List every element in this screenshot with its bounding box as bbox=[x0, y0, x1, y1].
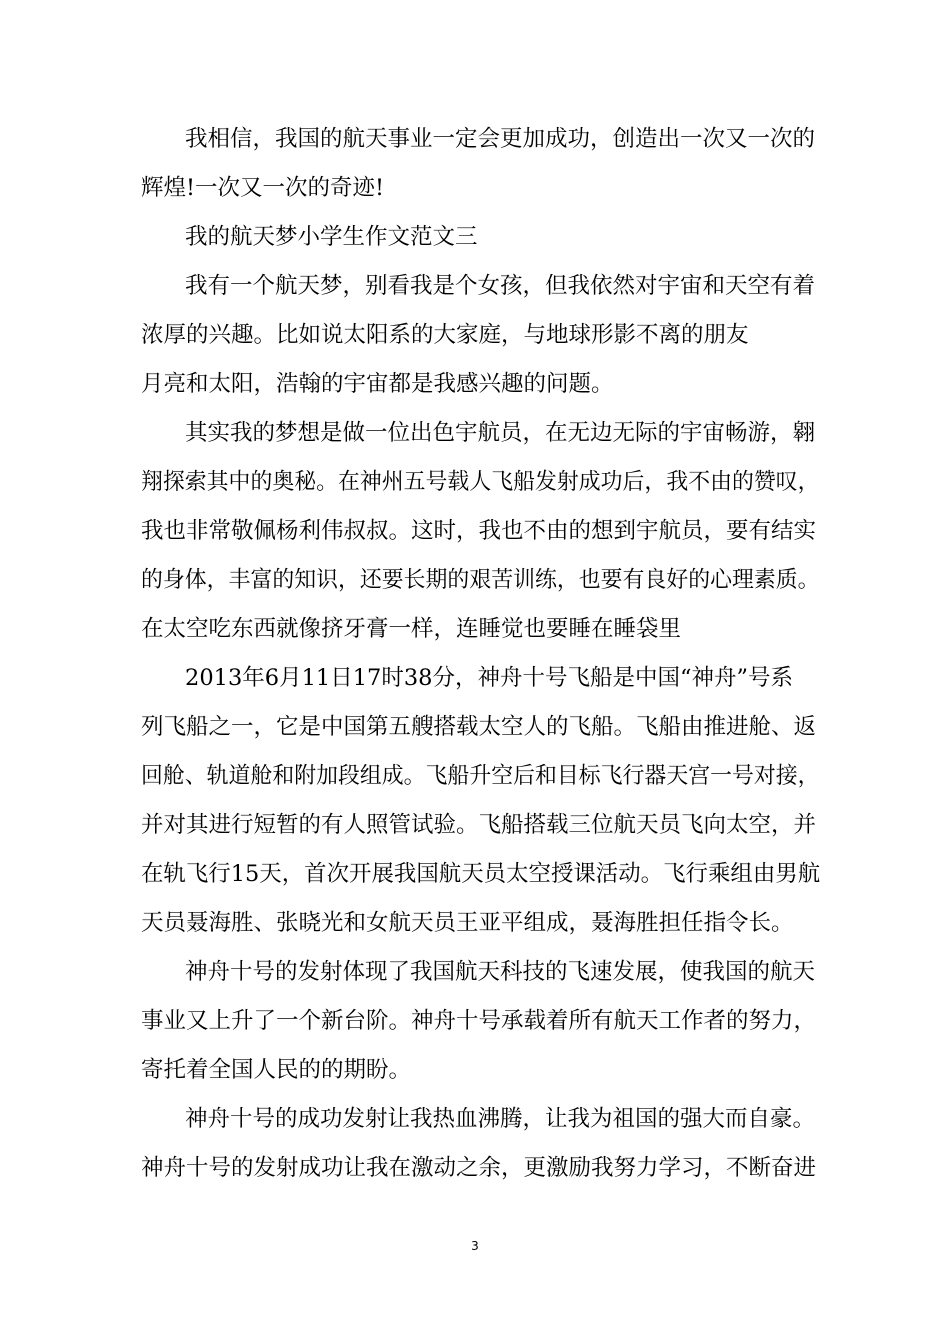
body-line: 并对其进行短暂的有人照管试验。飞船搭载三位航天员飞向太空，并 bbox=[141, 812, 817, 838]
body-line: 我也非常敬佩杨利伟叔叔。这时，我也不由的想到宇航员，要有结实 bbox=[141, 518, 817, 544]
body-line: 其实我的梦想是做一位出色宇航员，在无边无际的宇宙畅游，翱 bbox=[185, 420, 816, 446]
body-line: 列飞船之一，它是中国第五艘搭载太空人的飞船。飞船由推进舱、返 bbox=[141, 714, 817, 740]
body-line: 翔探索其中的奥秘。在神州五号载人飞船发射成功后，我不由的赞叹， bbox=[141, 469, 820, 495]
body-line: 在轨飞行15天，首次开展我国航天员太空授课活动。飞行乘组由男航 bbox=[141, 861, 821, 887]
body-line: 神舟十号的发射体现了我国航天科技的飞速发展，使我国的航天 bbox=[185, 959, 816, 985]
body-line: 2013年6月11日17时38分，神舟十号飞船是中国“神舟”号系 bbox=[185, 665, 793, 691]
body-line: 事业又上升了一个新台阶。神舟十号承载着所有航天工作者的努力， bbox=[141, 1008, 817, 1034]
body-line: 天员聂海胜、张晓光和女航天员王亚平组成，聂海胜担任指令长。 bbox=[141, 910, 794, 936]
body-line: 我相信，我国的航天事业一定会更加成功，创造出一次又一次的 bbox=[185, 126, 816, 152]
body-line: 月亮和太阳，浩翰的宇宙都是我感兴趣的问题。 bbox=[141, 371, 614, 397]
section-heading: 我的航天梦小学生作文范文三 bbox=[185, 224, 478, 250]
body-line: 的身体，丰富的知识，还要长期的艰苦训练，也要有良好的心理素质。 bbox=[141, 567, 820, 593]
body-line: 在太空吃东西就像挤牙膏一样，连睡觉也要睡在睡袋里 bbox=[141, 616, 682, 642]
body-line: 寄托着全国人民的的期盼。 bbox=[141, 1057, 412, 1083]
body-line: 神舟十号的发射成功让我在激动之余，更激励我努力学习，不断奋进 bbox=[141, 1155, 817, 1181]
body-line: 神舟十号的成功发射让我热血沸腾，让我为祖国的强大而自豪。 bbox=[185, 1106, 816, 1132]
page-number: 3 bbox=[471, 1239, 479, 1253]
body-line: 我有一个航天梦，别看我是个女孩，但我依然对宇宙和天空有着 bbox=[185, 273, 816, 299]
body-line: 回舱、轨道舱和附加段组成。飞船升空后和目标飞行器天宫一号对接， bbox=[141, 763, 820, 789]
body-line: 辉煌!一次又一次的奇迹! bbox=[141, 175, 385, 201]
body-line: 浓厚的兴趣。比如说太阳系的大家庭，与地球形影不离的朋友 bbox=[141, 322, 749, 348]
